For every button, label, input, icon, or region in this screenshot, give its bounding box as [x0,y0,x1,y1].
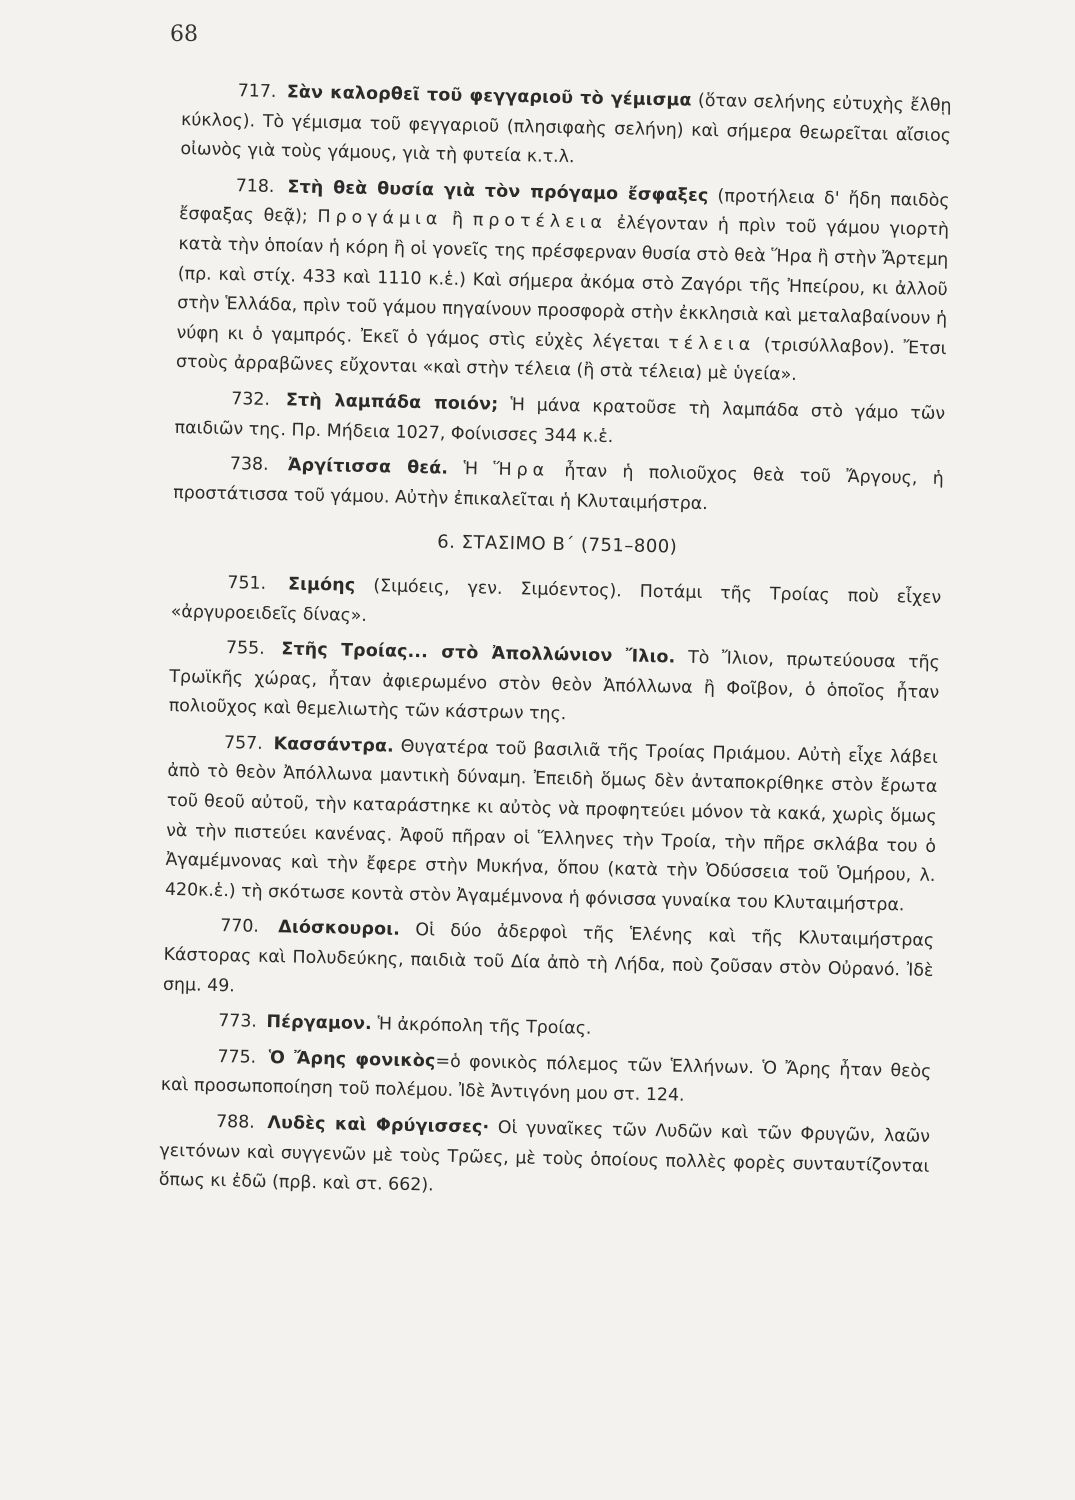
note-number: 770. [219,916,260,938]
note-lemma: Στῆς Τροίας... στὸ Ἀπολλώνιον Ἴλιο. [281,639,676,668]
note-text: ἦταν ἡ πολιοῦχος θεὰ τοῦ Ἄργους, ἡ προστάτισσα τοῦ γάμου. Αὐτὴν ἐπικαλεῖται ἡ Κλυταιμήστρα. [173,460,944,514]
note-text: Θυγατέρα τοῦ βασιλιᾶ τῆς Τροίας Πριάμου. Αὐτὴ εἶχε λάβει ἀπὸ τὸ θεὸν Ἀπόλλωνα μαντικὴ δύναμη. Ἐπειδὴ ὅμως δὲν ἀνταποκρίθηκε στὸν ἔρωτα τοῦ θεοῦ αὐτοῦ, τὴν καταράστηκε κι αὐτὸς νὰ προφητεύει μόνον τὰ κακά, χωρὶς ὅμως νὰ τὴν πιστεύει κανένας. Ἀφοῦ πῆραν οἱ Ἕλληνες τὴν Τροία, τὴν πῆρε σκλάβα του ὁ Ἀγαμέμνονας καὶ τὴν ἔφερε στὴν Μυκήνα, ὅπου (κατὰ τὴν Ὀδύσσεια τοῦ Ὁμήρου, λ. 420κ.ἑ.) τὴ σκότωσε κοντὰ στὸν Ἀγαμέμνονα ἡ φόνισσα γυναίκα του Κλυταιμήστρα. [164,736,939,916]
section-heading: 6. ΣΤΑΣΙΜΟ Β΄ (751–800) [437,531,678,558]
note-number: 773. [218,1011,258,1032]
note-lemma: Λυδὲς καὶ Φρύγισσες· [267,1113,490,1138]
note-738 [173,449,944,524]
note-lemma: Σὰν καλορθεῖ τοῦ φεγγαριοῦ τὸ γέμισμα [286,82,692,111]
note-text: (Σιμόεις, γεν. Σιμόεντος). Ποτάμι τῆς Τροίας ποὺ εἶχεν «ἀργυροειδεῖς δίνας». [170,575,942,626]
spaced-term: Προγάμια [317,207,443,230]
note-number: 738. [229,454,269,476]
note-text: (ὅταν σελήνης εὐτυχὴς ἔλθῃ κύκλος). Τὸ γέμισμα τοῦ φεγγαριοῦ (πλησιφαὴς σελήνη) καὶ σήμερα θεωρεῖται αἴσιος οἰωνὸς γιὰ τοὺς γάμους, γιὰ τὴ φυτεία κ.τ.λ. [180,90,952,168]
note-text: ἐλέγονταν ἡ πρὶν τοῦ γάμου γιορτὴ κατὰ τὴν ὁποίαν ἡ κόρη ἢ οἱ γονεῖς της πρέσφερναν θυσία στὸ θεὰ Ἥρα ἢ στὴν Ἄρτεμη (πρ. καὶ στίχ. 433 καὶ 1110 κ.ἑ.) Καὶ σήμερα ἀκόμα στὸ Ζαγόρι τῆς Ἠπείρου, κι ἀλλοῦ στὴν Ἑλλάδα, πρὶν τοῦ γάμου πηγαίνουν προσφορὰ στὴν ἐκκλησιὰ καὶ μεταλαβαίνουν ἡ νύφη κι ὁ γαμπρός. Ἐκεῖ ὁ γάμος στὶς εὐχὲς λέγεται [176,213,950,353]
note-number: 717. [237,81,277,102]
note-number: 732. [231,389,271,410]
note-text: (τρισύλλαβον). Ἔτσι στοὺς ἀρραβῶνες εὔχονται «καὶ στὴν τέλεια (ἢ στὰ τέλεια) μὲ ὑγεία». [175,334,947,386]
note-text: ἢ [442,209,474,231]
note-text: =ὁ φονικὸς πόλεμος τῶν Ἑλλήνων. Ὁ Ἄρης ἦταν θεὸς καὶ προσωποποίηση τοῦ πολέμου. Ἰδὲ Ἀντιγόνη μου στ. 124. [160,1051,932,1107]
spaced-term: προτέλεια [472,210,608,234]
note-number: 788. [215,1111,256,1133]
note-lemma: Σιμόης [287,574,356,596]
note-number: 751. [227,572,267,594]
note-751 [170,568,941,643]
note-lemma: Ἀργίτισσα θεά. [287,455,449,479]
note-number: 755. [225,638,265,659]
note-755 [168,633,940,738]
spaced-term: τέλεια [668,332,756,355]
note-lemma: Στὴ θεὰ θυσία γιὰ τὸν πρόγαμο ἔσφαξες [287,177,709,206]
note-717 [180,76,952,181]
note-718 [176,171,950,394]
note-text: Τὸ Ἴλιον, πρωτεύουσα τῆς Τρωϊκῆς χώρας, ἦταν ἀφιερωμένο στὸν θεὸν Ἀπόλλωνα ἢ Φοῖβον, ὁ ὁποῖος ἦταν πολιοῦχος καὶ θεμελιωτὴς τῶν κάστρων της. [168,647,941,725]
note-775 [161,1042,932,1117]
spaced-term: Ἥρα [493,459,550,481]
note-lemma: Διόσκουροι. [278,917,401,941]
note-number: 718. [235,175,275,197]
note-788 [159,1107,931,1212]
notes-body [158,76,951,1218]
note-text: Ἡ [447,458,494,480]
note-lemma: Πέργαμον. [266,1012,373,1035]
page-number: 68 [170,22,198,47]
note-lemma: Στὴ λαμπάδα ποιόν; [285,390,499,415]
note-732 [174,384,945,459]
note-number: 757. [223,732,263,754]
note-text: Ἡ μάνα κρατοῦσε τὴ λαμπάδα στὸ γάμο τῶν παιδιῶν της. Πρ. Μήδεια 1027, Φοίνισσες 344 κ.ἑ. [174,394,946,447]
note-text: (προτήλεια δ' ἤδη παιδὸς ἔσφαξας θεᾷ); [178,185,950,228]
note-lemma: Ὁ Ἄρης φονικὸς [268,1047,436,1072]
note-text: Ἡ ἀκρόπολη τῆς Τροίας. [371,1014,592,1039]
note-number: 775. [217,1046,257,1068]
note-757 [165,728,939,922]
note-text: Οἱ γυναῖκες τῶν Λυδῶν καὶ τῶν Φρυγῶν, λαῶν γειτόνων καὶ συγγενῶν μὲ τοὺς Τρῶες, μὲ τοὺς ὁποίους πολλὲς φορὲς συνταυτίζονται ὅπως κι ἐδῶ (πρβ. καὶ στ. 662). [158,1117,931,1196]
note-text: Οἱ δύο ἀδερφοὶ τῆς Ἑλένης καὶ τῆς Κλυταιμήστρας Κάστορας καὶ Πολυδεύκης, παιδιὰ τοῦ Δία ἀπὸ τὴ Λήδα, ποὺ ζοῦσαν στὸν Οὐρανό. Ἰδὲ σημ. 49. [162,920,935,996]
note-lemma: Κασσάντρα. [273,733,395,757]
note-770 [163,911,935,1016]
